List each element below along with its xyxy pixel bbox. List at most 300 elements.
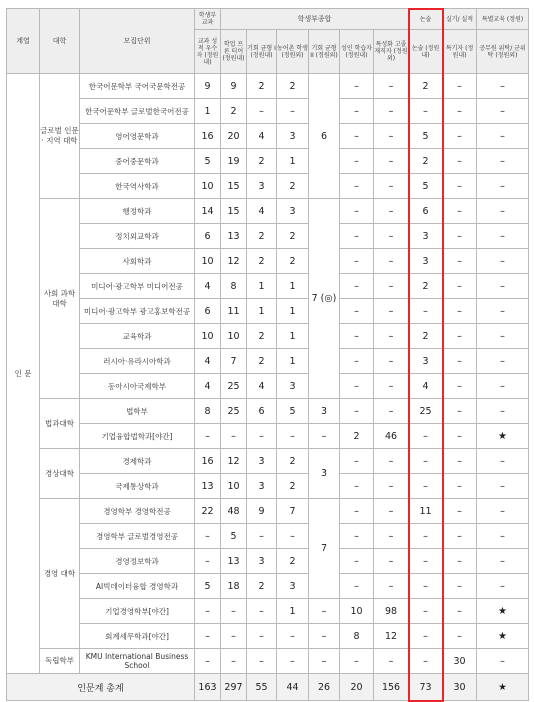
value-cell-c1: 10 [195,324,221,349]
table-row [7,449,529,474]
value-cell-c1: 1 [195,99,221,124]
value-cell-c1: 9 [195,74,221,99]
value-cell-c3: 2 [247,224,277,249]
value-cell-c2: 2 [221,99,247,124]
value-cell-c10: – [477,349,529,374]
college-cell: 글로벌 인문 · 지역 대학 [40,74,80,199]
table-row [7,199,529,224]
value-cell-c3: 3 [247,449,277,474]
value-cell-c1: 6 [195,299,221,324]
value-cell-c2: 12 [221,449,247,474]
value-cell-c2: 25 [221,374,247,399]
value-cell-c5: – [309,649,340,674]
value-cell-c10: ★ [477,599,529,624]
value-cell-c9: – [443,424,477,449]
unit-cell: AI빅데이터융합 경영학과 [80,574,195,599]
value-cell-c2: 9 [221,74,247,99]
unit-cell: 회계세무학과[야간] [80,624,195,649]
unit-cell: 러시아·유라시아학과 [80,349,195,374]
nonsul-cell: – [409,649,443,674]
total-cell-c1: 163 [195,674,221,701]
table-row [7,149,529,174]
value-cell-c7: – [374,574,409,599]
college-cell: 법과대학 [40,399,80,449]
total-cell-c3: 55 [247,674,277,701]
value-cell-c9: – [443,474,477,499]
table-row [7,474,529,499]
value-cell-c9: – [443,174,477,199]
header-unit: 모집단위 [80,9,195,74]
value-cell-c7: – [374,649,409,674]
table-row [7,349,529,374]
nonsul-cell: – [409,99,443,124]
value-cell-c1: 16 [195,449,221,474]
value-cell-c4: – [277,624,309,649]
table-row [7,374,529,399]
value-cell-c1: – [195,524,221,549]
table-row [7,274,529,299]
value-cell-c10: – [477,374,529,399]
header-c8: 논술 (정원내) [409,30,443,74]
value-cell-c9: – [443,399,477,424]
unit-cell: 중어중문학과 [80,149,195,174]
table-row [7,424,529,449]
value-cell-c10: – [477,149,529,174]
value-cell-c9: – [443,124,477,149]
nonsul-cell: 6 [409,199,443,224]
nonsul-cell: 2 [409,324,443,349]
header-c6: 성인 학습자 (정원내) [340,30,374,74]
table-row [7,624,529,649]
total-cell-c2: 297 [221,674,247,701]
total-cell-c9: 30 [443,674,477,701]
value-cell-c7: – [374,374,409,399]
value-cell-c3: 2 [247,249,277,274]
value-cell-c3: 9 [247,499,277,524]
value-cell-c9: – [443,324,477,349]
value-cell-c6: – [340,174,374,199]
value-cell-c4: 1 [277,599,309,624]
value-cell-c2: 5 [221,524,247,549]
header-teukbyeol-group: 특별교육 (정원) [477,9,529,30]
value-cell-c9: – [443,499,477,524]
value-cell-c9: – [443,74,477,99]
value-cell-c2: 15 [221,174,247,199]
unit-cell: 한국어문학부 국어국문학전공 [80,74,195,99]
value-cell-c7: – [374,449,409,474]
value-cell-c7: – [374,174,409,199]
value-cell-c10: ★ [477,624,529,649]
value-cell-c4: 2 [277,224,309,249]
value-cell-c1: 16 [195,124,221,149]
value-cell-c9: 30 [443,649,477,674]
college-cell: 경상대학 [40,449,80,499]
value-cell-c10: – [477,274,529,299]
unit-cell: KMU International Business School [80,649,195,674]
unit-cell: 정치외교학과 [80,224,195,249]
nonsul-cell: – [409,299,443,324]
nonsul-cell: 4 [409,374,443,399]
unit-cell: 교육학과 [80,324,195,349]
admission-table-wrapper [6,8,528,701]
value-cell-c6: – [340,399,374,424]
value-cell-c1: 5 [195,574,221,599]
value-cell-c2: 8 [221,274,247,299]
value-cell-c2: – [221,599,247,624]
nonsul-cell: – [409,524,443,549]
table-row [7,499,529,524]
table-row [7,524,529,549]
header-jonghap-group: 학생부종합 [221,9,409,30]
header-c2: 학업 프론 티어 (정원내) [221,30,247,74]
header-gyogwa-group: 학생부 교과 [195,9,221,30]
table-row [7,99,529,124]
value-cell-c4: 1 [277,274,309,299]
value-cell-c4: 5 [277,399,309,424]
value-cell-c2: 25 [221,399,247,424]
value-cell-c4: – [277,524,309,549]
unit-cell: 경영학부 경영학전공 [80,499,195,524]
value-cell-c7: – [374,124,409,149]
value-cell-c6: – [340,224,374,249]
value-cell-c6: – [340,199,374,224]
value-cell-c4: 2 [277,449,309,474]
value-cell-c4: 3 [277,574,309,599]
nonsul-cell: 5 [409,174,443,199]
value-cell-c3: 2 [247,349,277,374]
value-cell-c3: – [247,599,277,624]
nonsul-cell: 2 [409,149,443,174]
unit-cell: 동아시아국제학부 [80,374,195,399]
value-cell-c6: – [340,149,374,174]
value-cell-c9: – [443,99,477,124]
value-cell-c1: – [195,549,221,574]
nonsul-cell: 25 [409,399,443,424]
college-cell: 경영 대학 [40,499,80,649]
value-cell-c2: – [221,649,247,674]
value-cell-c3: 1 [247,274,277,299]
value-cell-c7: – [374,399,409,424]
value-cell-c9: – [443,149,477,174]
unit-cell: 경제학과 [80,449,195,474]
value-cell-c10: – [477,249,529,274]
table-row [7,224,529,249]
value-cell-c3: 2 [247,324,277,349]
value-cell-c3: 4 [247,374,277,399]
total-label: 인문계 총계 [7,674,195,701]
table-row [7,599,529,624]
value-cell-c1: 10 [195,249,221,274]
table-row [7,124,529,149]
value-cell-c3: 3 [247,174,277,199]
nonsul-cell: – [409,549,443,574]
value-cell-c3: 2 [247,149,277,174]
value-cell-c2: 10 [221,324,247,349]
unit-cell: 사회학과 [80,249,195,274]
value-cell-c4: 1 [277,299,309,324]
value-cell-c2: 10 [221,474,247,499]
college-cell: 사회 과학 대학 [40,199,80,399]
value-cell-c10: – [477,499,529,524]
value-cell-c1: 22 [195,499,221,524]
value-cell-c9: – [443,549,477,574]
value-cell-c3: 4 [247,199,277,224]
value-cell-c4: – [277,99,309,124]
college-cell: 독립학부 [40,649,80,674]
nonsul-cell: – [409,449,443,474]
value-cell-c6: – [340,74,374,99]
value-cell-c7: – [374,524,409,549]
unit-cell: 행정학과 [80,199,195,224]
value-cell-c2: 20 [221,124,247,149]
value-cell-c6: – [340,99,374,124]
value-cell-c7: – [374,249,409,274]
value-cell-c3: 2 [247,74,277,99]
value-cell-c6: 8 [340,624,374,649]
value-cell-c1: – [195,624,221,649]
value-cell-c5: – [309,424,340,449]
nonsul-cell: – [409,424,443,449]
value-cell-c7: – [374,324,409,349]
table-row [7,74,529,99]
table-row [7,249,529,274]
value-cell-c7: – [374,149,409,174]
header-c10: 공무원 위탁/ 군위탁 (정원외) [477,30,529,74]
value-cell-c1: 6 [195,224,221,249]
value-cell-c4: 1 [277,149,309,174]
value-cell-c4: – [277,424,309,449]
value-cell-c1: 8 [195,399,221,424]
table-row [7,649,529,674]
value-cell-c9: – [443,574,477,599]
value-cell-c4: 1 [277,324,309,349]
value-cell-c7: – [374,74,409,99]
value-cell-c5: 7 (◎) [309,199,340,399]
value-cell-c2: 11 [221,299,247,324]
value-cell-c10: – [477,174,529,199]
header-silgi-group: 실기/ 실적 [443,9,477,30]
header-c4: 농어촌 학생 (정원외) [277,30,309,74]
value-cell-c1: 10 [195,174,221,199]
unit-cell: 미디어·광고학부 광고홍보학전공 [80,299,195,324]
value-cell-c4: 7 [277,499,309,524]
table-row [7,399,529,424]
gyeyeol-cell: 인 문 [7,74,40,674]
value-cell-c6: – [340,574,374,599]
value-cell-c1: 4 [195,274,221,299]
nonsul-cell: 3 [409,349,443,374]
table-row [7,549,529,574]
value-cell-c1: 13 [195,474,221,499]
value-cell-c9: – [443,349,477,374]
value-cell-c9: – [443,374,477,399]
value-cell-c6: – [340,474,374,499]
value-cell-c10: – [477,399,529,424]
value-cell-c4: 3 [277,374,309,399]
value-cell-c10: – [477,124,529,149]
value-cell-c6: – [340,549,374,574]
nonsul-cell: 3 [409,224,443,249]
value-cell-c10: – [477,649,529,674]
value-cell-c3: 6 [247,399,277,424]
value-cell-c5: 3 [309,449,340,499]
value-cell-c7: 46 [374,424,409,449]
value-cell-c10: – [477,199,529,224]
value-cell-c7: – [374,499,409,524]
value-cell-c9: – [443,624,477,649]
total-cell-c5: 26 [309,674,340,701]
value-cell-c3: – [247,99,277,124]
unit-cell: 기업융합법학과[야간] [80,424,195,449]
total-cell-c6: 20 [340,674,374,701]
value-cell-c7: – [374,474,409,499]
value-cell-c3: 1 [247,299,277,324]
value-cell-c4: 3 [277,199,309,224]
value-cell-c6: – [340,374,374,399]
nonsul-cell: – [409,599,443,624]
table-row [7,174,529,199]
value-cell-c3: – [247,524,277,549]
nonsul-cell: 5 [409,124,443,149]
value-cell-c7: – [374,274,409,299]
value-cell-c7: – [374,199,409,224]
value-cell-c6: – [340,324,374,349]
nonsul-cell: – [409,624,443,649]
nonsul-cell: – [409,474,443,499]
value-cell-c1: 14 [195,199,221,224]
nonsul-cell: 2 [409,274,443,299]
value-cell-c4: 2 [277,74,309,99]
value-cell-c5: – [309,599,340,624]
value-cell-c3: 3 [247,474,277,499]
value-cell-c10: – [477,524,529,549]
header-c7: 특성화 고졸 재직자 (정원외) [374,30,409,74]
value-cell-c4: 3 [277,124,309,149]
value-cell-c4: 2 [277,249,309,274]
value-cell-c6: – [340,349,374,374]
total-cell-c7: 156 [374,674,409,701]
value-cell-c7: 98 [374,599,409,624]
total-row [7,674,529,701]
value-cell-c4: 2 [277,174,309,199]
value-cell-c5: 6 [309,74,340,199]
value-cell-c4: 2 [277,549,309,574]
table-body [7,74,529,701]
table-row [7,324,529,349]
value-cell-c9: – [443,299,477,324]
value-cell-c1: 5 [195,149,221,174]
unit-cell: 한국역사학과 [80,174,195,199]
table-row [7,299,529,324]
value-cell-c9: – [443,524,477,549]
value-cell-c4: 2 [277,474,309,499]
value-cell-c10: – [477,549,529,574]
value-cell-c6: 2 [340,424,374,449]
unit-cell: 경영정보학과 [80,549,195,574]
unit-cell: 법학부 [80,399,195,424]
value-cell-c6: – [340,274,374,299]
value-cell-c6: – [340,249,374,274]
value-cell-c2: 18 [221,574,247,599]
value-cell-c2: 13 [221,224,247,249]
header-gyeyeol: 계열 [7,9,40,74]
value-cell-c7: – [374,99,409,124]
total-cell-c4: 44 [277,674,309,701]
value-cell-c5: – [309,624,340,649]
value-cell-c3: – [247,649,277,674]
value-cell-c2: 13 [221,549,247,574]
value-cell-c10: ★ [477,424,529,449]
value-cell-c9: – [443,599,477,624]
admission-quota-table [6,8,529,701]
value-cell-c2: 7 [221,349,247,374]
value-cell-c2: – [221,624,247,649]
nonsul-cell: – [409,574,443,599]
value-cell-c9: – [443,449,477,474]
value-cell-c10: – [477,474,529,499]
value-cell-c5: 7 [309,499,340,599]
value-cell-c5: 3 [309,399,340,424]
header-college: 대학 [40,9,80,74]
value-cell-c7: 12 [374,624,409,649]
value-cell-c6: – [340,649,374,674]
value-cell-c4: – [277,649,309,674]
value-cell-c1: 4 [195,374,221,399]
value-cell-c4: 1 [277,349,309,374]
unit-cell: 영어영문학과 [80,124,195,149]
unit-cell: 경영학부 글로벌경영전공 [80,524,195,549]
value-cell-c6: – [340,299,374,324]
header-nonsul-group: 논술 [409,9,443,30]
unit-cell: 국제통상학과 [80,474,195,499]
header-c1: 교과 성적 우수자 (정원내) [195,30,221,74]
unit-cell: 기업경영학부[야간] [80,599,195,624]
total-cell-c10: ★ [477,674,529,701]
value-cell-c2: 19 [221,149,247,174]
value-cell-c10: – [477,299,529,324]
value-cell-c1: – [195,649,221,674]
nonsul-total-cell: 73 [409,674,443,701]
nonsul-cell: 2 [409,74,443,99]
value-cell-c7: – [374,224,409,249]
value-cell-c3: – [247,624,277,649]
value-cell-c1: – [195,424,221,449]
table-row [7,574,529,599]
value-cell-c6: – [340,499,374,524]
value-cell-c1: – [195,599,221,624]
value-cell-c7: – [374,299,409,324]
header-c5: 기회 균형 II (정원외) [309,30,340,74]
unit-cell: 미디어·광고학부 미디어전공 [80,274,195,299]
value-cell-c6: – [340,449,374,474]
value-cell-c10: – [477,574,529,599]
value-cell-c9: – [443,274,477,299]
value-cell-c2: – [221,424,247,449]
header-c3: 기회 균형 I (정원내) [247,30,277,74]
unit-cell: 한국어문학부 글로벌한국어전공 [80,99,195,124]
value-cell-c10: – [477,224,529,249]
value-cell-c10: – [477,324,529,349]
value-cell-c10: – [477,74,529,99]
value-cell-c1: 4 [195,349,221,374]
value-cell-c10: – [477,449,529,474]
nonsul-cell: 11 [409,499,443,524]
value-cell-c9: – [443,199,477,224]
value-cell-c6: – [340,124,374,149]
value-cell-c6: 10 [340,599,374,624]
value-cell-c6: – [340,524,374,549]
value-cell-c3: 3 [247,549,277,574]
